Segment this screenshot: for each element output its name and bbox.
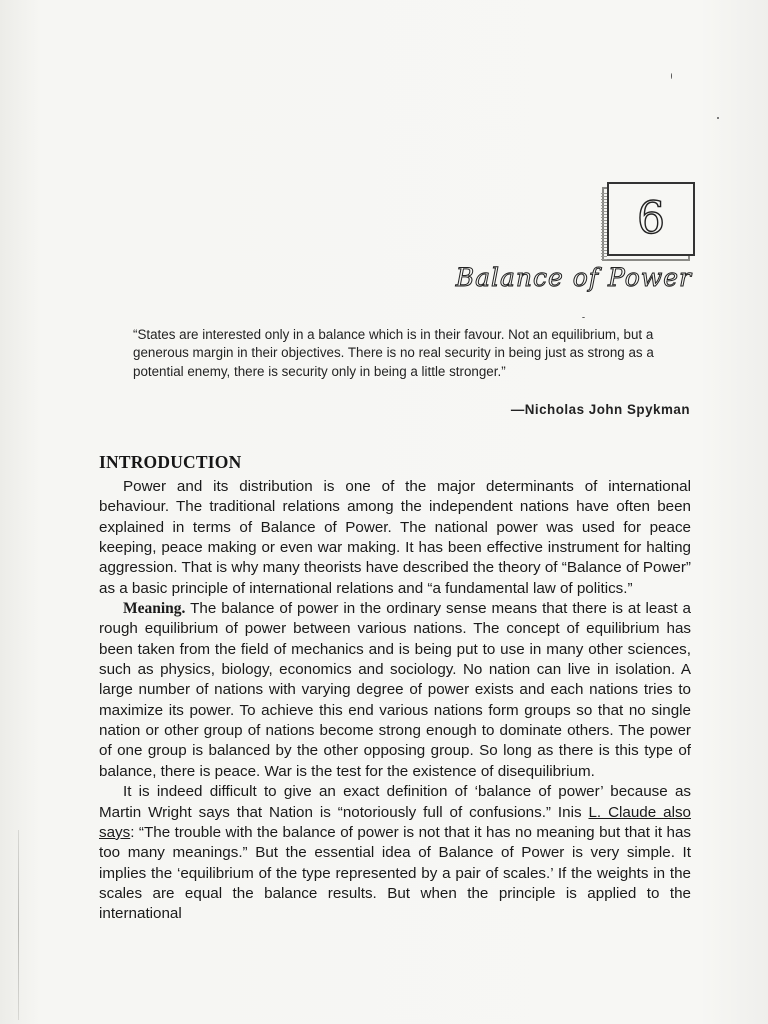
chapter-number-box: [607, 182, 695, 256]
section-body: [99, 477, 691, 925]
scan-speck: [582, 317, 585, 318]
paragraph-meaning: [99, 599, 691, 782]
page-binding-edge: [18, 830, 19, 1020]
run-in-heading: Meaning.: [123, 600, 186, 618]
paragraph-meaning-text: The balance of power in the ordinary sense means that there is at least a rough equilibrium of power between various nations. The concept of equilibrium has been taken from the field of mechanics and is being put to use in many other sciences, such as physics, biology, economics and sociology. No nation can live in isolation. A large number of nations with varying degree of power exists and each nations tries to maximize its power. To achieve this end various nations form groups so that no single nation or other group of nations become strong enough to dominate others. The power of one group is balanced by the other opposing group. So long as there is this type of balance, there is peace. War is the test for the existence of disequilibrium.: [99, 600, 691, 780]
box-shadow-hatch: [601, 192, 607, 260]
scan-speck: [671, 73, 672, 79]
chapter-title: Balance of Power: [455, 263, 692, 292]
paragraph-definition-text-2: : “The trouble with the balance of power is not that it has no meaning but that it has too many meanings.” But the essential idea of Balance of Power is very simple. It implies the ‘equilibrium of the type represented by a pair of scales.’ If the weights in the scales are equal the balance results. But when the principle is applied to the international: [99, 823, 691, 923]
paragraph-definition-text-1: It is indeed difficult to give an exact definition of ‘balance of power’ because as Martin Wright says that Nation is “notoriously full of confusions.” Inis: [99, 783, 691, 821]
paragraph-introduction: Power and its distribution is one of the major determinants of international behaviour. The traditional relations among the independent nations have often been explained in terms of Balance of Power. The national power was used for peace keeping, peace making or even war making. It has been effective instrument for halting aggression. That is why many theorists have described the theory of “Balance of Power” as a basic principle of international relations and “a fundamental law of politics.”: [99, 478, 691, 597]
section-heading: INTRODUCTION: [99, 452, 242, 472]
paragraph-definition: [99, 782, 691, 924]
epigraph-attribution: —Nicholas John Spykman: [510, 402, 690, 417]
epigraph-quote: “States are interested only in a balance which is in their favour. Not an equilibrium, but a generous margin in their objectives. There is no real security in being just as strong as a potential enemy, there is security only in being a little stronger.”: [133, 327, 654, 379]
scan-speck: [717, 117, 719, 119]
underlined-phrase: L. Claude also says: [99, 803, 691, 841]
chapter-number: 6: [637, 193, 665, 244]
